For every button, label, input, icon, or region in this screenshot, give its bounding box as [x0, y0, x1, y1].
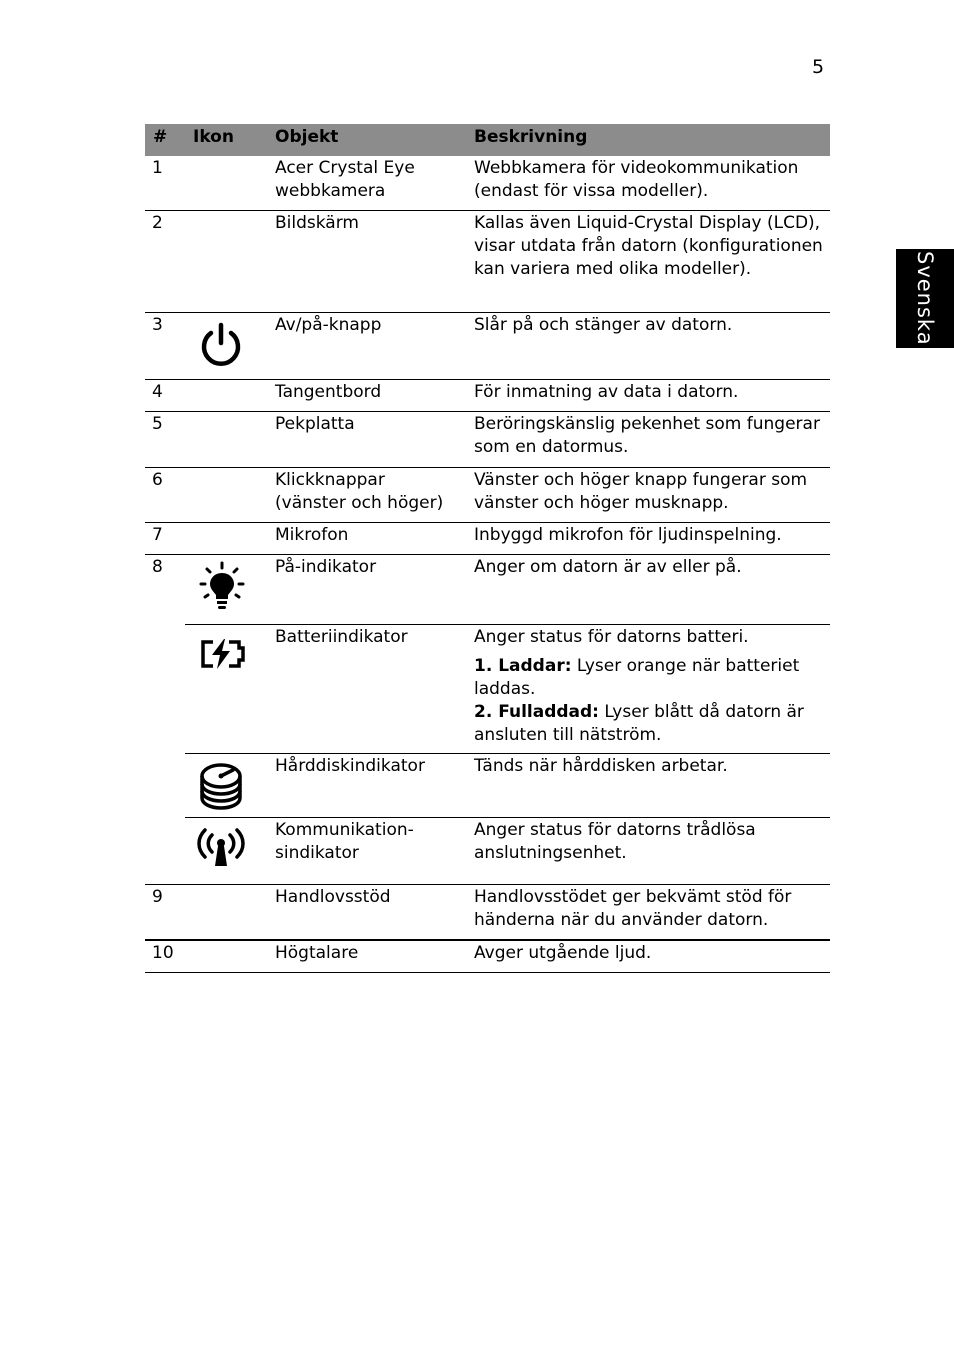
hdd-indicator-icon [197, 762, 245, 810]
table-row [145, 468, 830, 523]
table-row [145, 211, 830, 313]
row-description: Webbkamera för videokommunikation (endast för vissa modeller). [474, 158, 799, 201]
table-row [145, 754, 830, 818]
row-description: Avger utgående ljud. [474, 943, 652, 963]
table-row [145, 380, 830, 412]
battery-description: Anger status för datorns batteri. [474, 627, 749, 647]
battery-indicator-icon [199, 638, 245, 670]
language-tab [896, 249, 954, 348]
table-row [145, 818, 830, 885]
component-table [145, 124, 830, 973]
battery-item-label: 2. Fulladdad: [474, 702, 599, 722]
table-row [145, 313, 830, 380]
row-object: Högtalare [275, 943, 359, 963]
power-indicator-icon [199, 561, 245, 611]
wireless-indicator-icon [193, 826, 249, 868]
battery-item-full [474, 701, 826, 747]
row-description: Vänster och höger knapp fungerar som vänster och höger musknapp. [474, 470, 808, 513]
table-row [145, 885, 830, 941]
battery-item-charging [474, 655, 826, 701]
table-row [145, 625, 830, 754]
table-header [145, 124, 830, 156]
row-num: 10 [152, 943, 174, 963]
row-num: 1 [152, 158, 163, 178]
row-object: Acer Crystal Eye webbkamera [275, 158, 415, 201]
header-object: Objekt [275, 127, 339, 147]
row-object: Bildskärm [275, 213, 359, 233]
row-description: Inbyggd mikrofon för ljudinspelning. [474, 525, 782, 545]
row-object: Batteriindikator [275, 627, 408, 647]
row-object: Hårddiskindikator [275, 756, 425, 776]
header-icon: Ikon [193, 127, 234, 147]
row-object: Av/på-knapp [275, 315, 382, 335]
header-description: Beskrivning [474, 127, 588, 147]
table-row [145, 412, 830, 468]
row-description: För inmatning av data i datorn. [474, 382, 739, 402]
row-description: Kallas även Liquid-Crystal Display (LCD), visar utdata från datorn (konfigurationen kan variera med olika modeller). [474, 213, 823, 279]
row-object: Mikrofon [275, 525, 349, 545]
row-object: Pekplatta [275, 414, 355, 434]
row-num: 2 [152, 213, 163, 233]
table-row [145, 555, 830, 625]
row-num: 4 [152, 382, 163, 402]
table-row [145, 156, 830, 211]
table-row [145, 941, 830, 973]
row-num: 9 [152, 887, 163, 907]
row-object: Klickknappar (vänster och höger) [275, 470, 444, 513]
row-description: Beröringskänslig pekenhet som fungerar som en datormus. [474, 414, 820, 457]
row-num: 3 [152, 315, 163, 335]
row-object: På-indikator [275, 557, 377, 577]
row-description: Handlovsstödet ger bekvämt stöd för händerna när du använder datorn. [474, 887, 792, 930]
row-description: Slår på och stänger av datorn. [474, 315, 733, 335]
row-object: Tangentbord [275, 382, 382, 402]
row-num: 5 [152, 414, 163, 434]
row-divider [145, 972, 830, 973]
battery-item-label: 1. Laddar: [474, 656, 572, 676]
row-num: 8 [152, 557, 163, 577]
battery-item-text: Lyser blått då datorn är ansluten till nätström. [474, 702, 804, 745]
row-description [474, 626, 826, 747]
row-description: Anger status för datorns trådlösa anslutningsenhet. [474, 820, 756, 863]
power-icon [197, 321, 245, 369]
row-object: Kommunikation-sindikator [275, 820, 414, 863]
row-object: Handlovsstöd [275, 887, 391, 907]
header-num: # [153, 127, 168, 147]
row-num: 7 [152, 525, 163, 545]
page-number: 5 [812, 56, 825, 78]
language-tab-label: Svenska [913, 251, 937, 346]
row-description: Anger om datorn är av eller på. [474, 557, 742, 577]
battery-item-text: Lyser orange när batteriet laddas. [474, 656, 800, 699]
row-num: 6 [152, 470, 163, 490]
row-description: Tänds när hårddisken arbetar. [474, 756, 728, 776]
table-row [145, 523, 830, 555]
